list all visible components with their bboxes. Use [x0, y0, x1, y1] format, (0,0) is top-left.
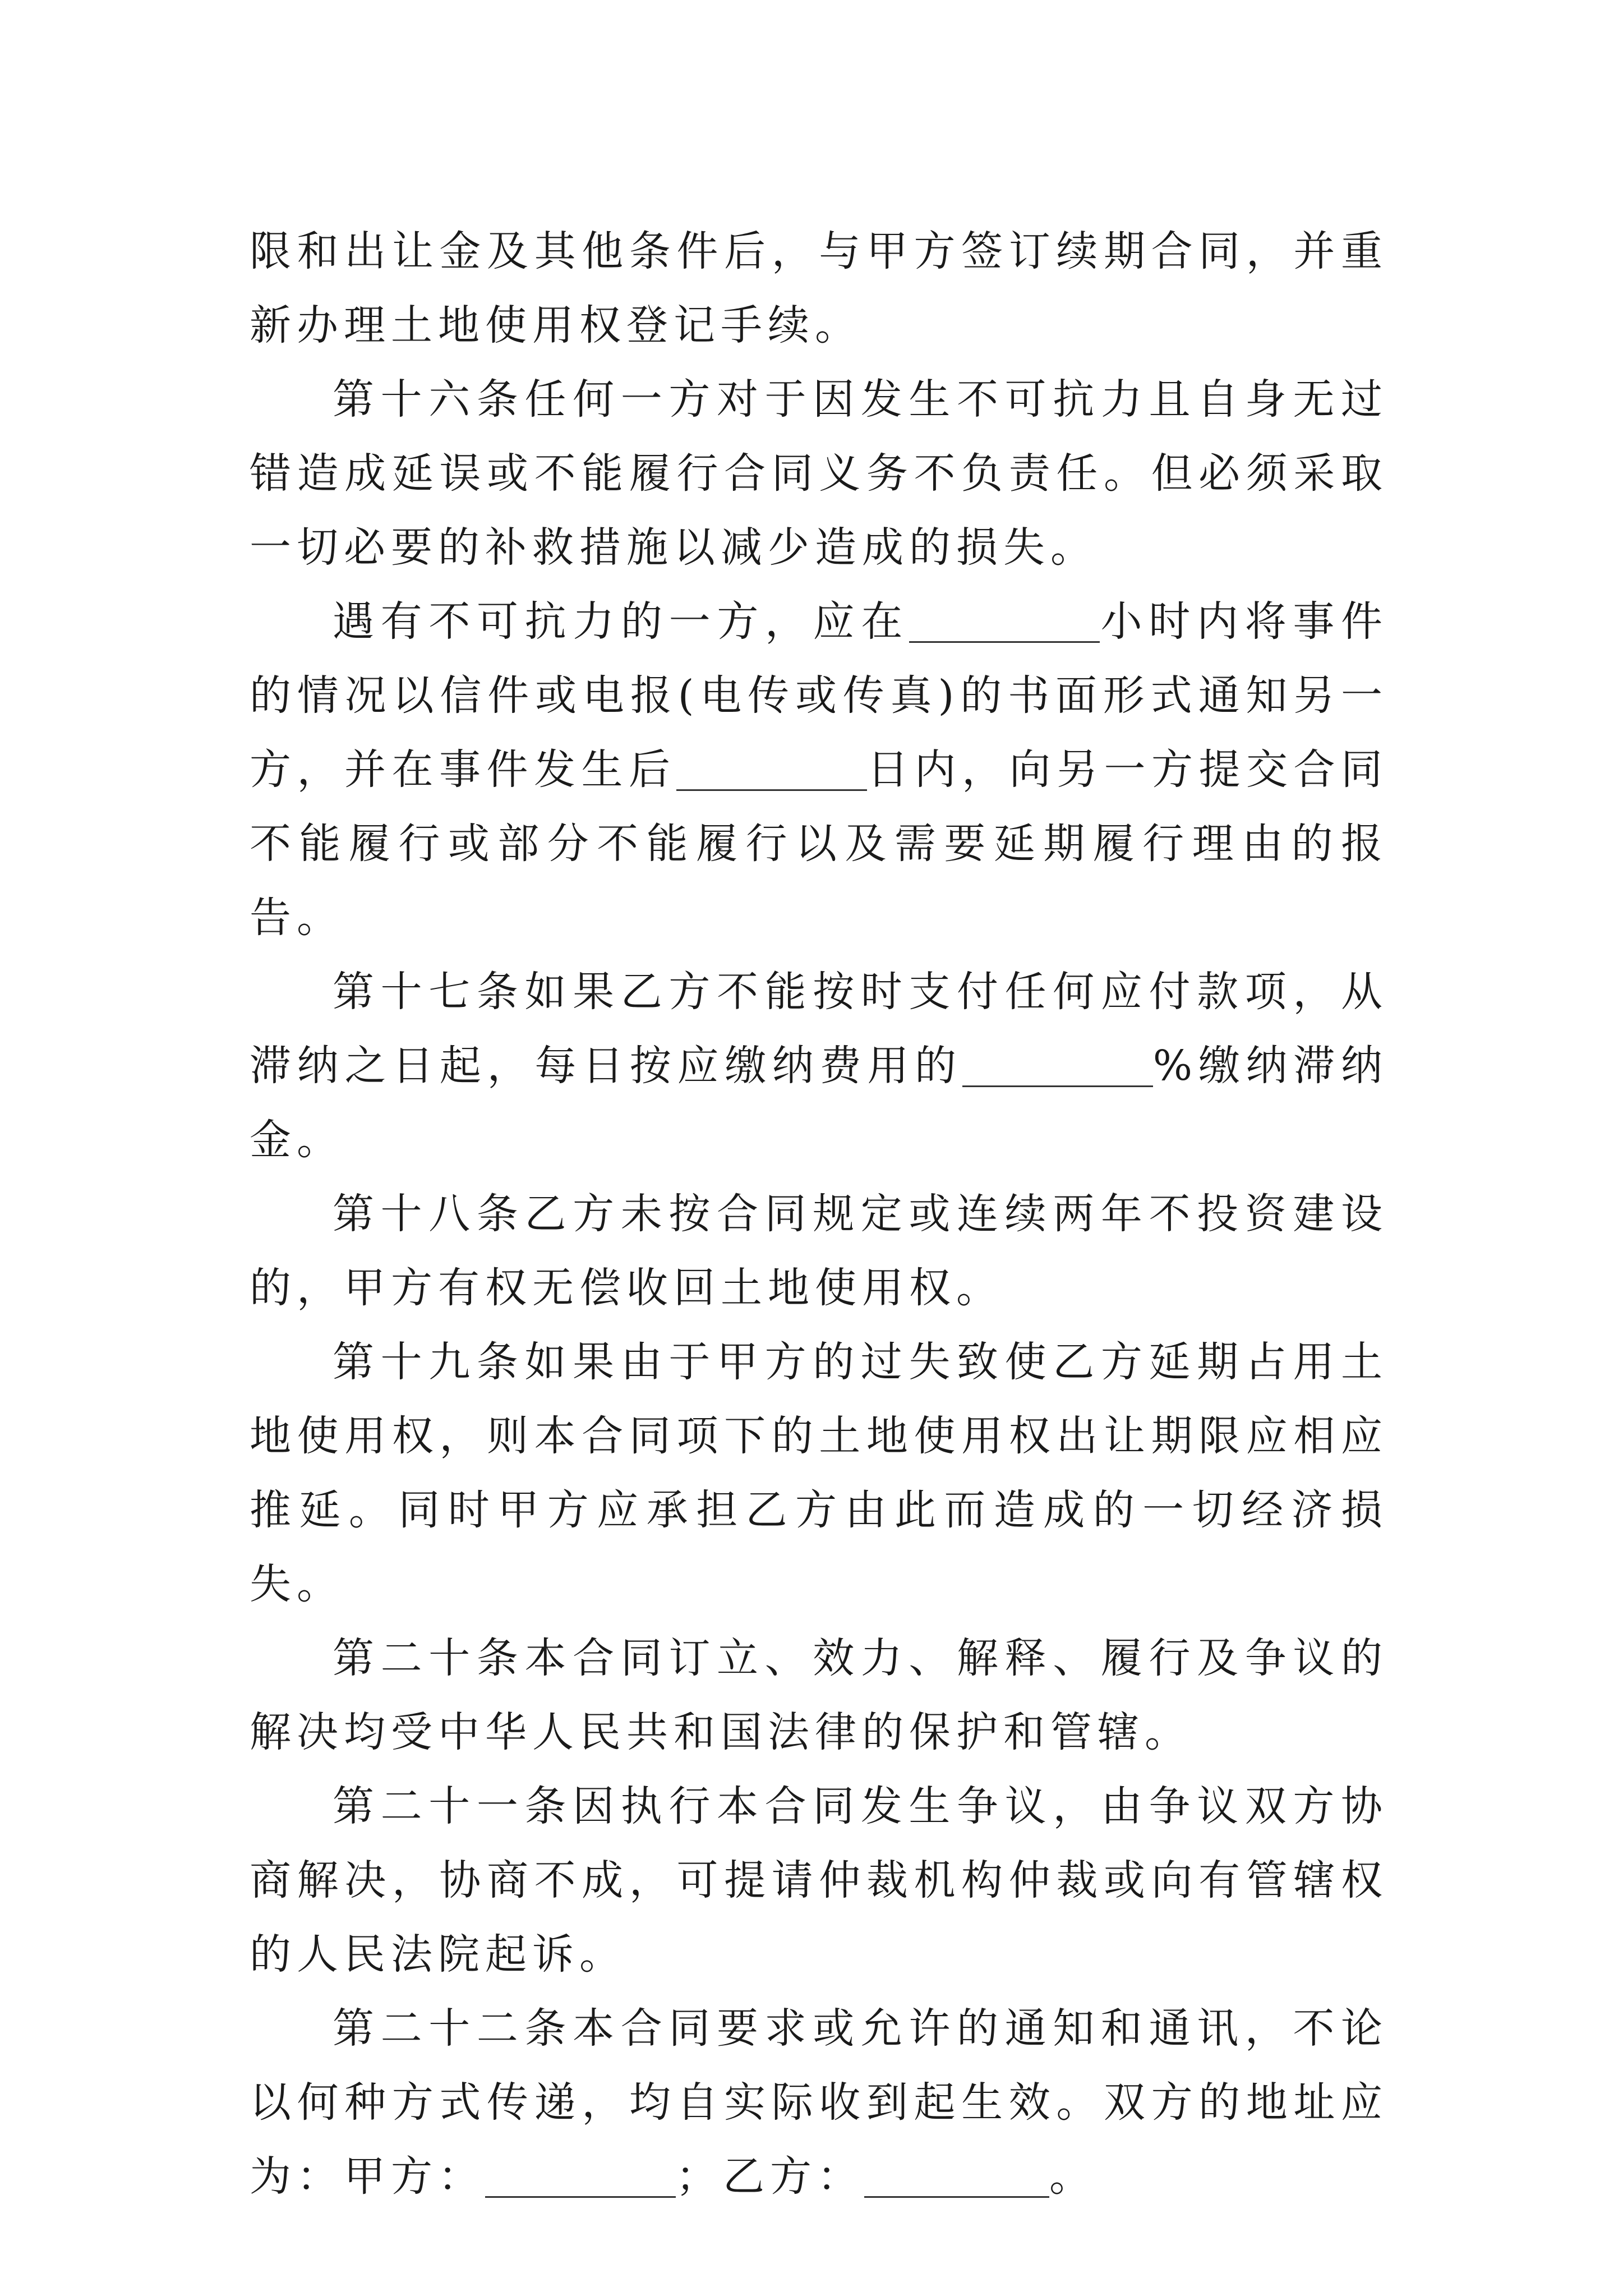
- paragraph-text-b: ；乙方：: [676, 2152, 864, 2201]
- paragraph-text: 限和出让金及其他条件后，与甲方签订续期合同，并重新办理土地使用权登记手续。: [250, 227, 1388, 349]
- paragraph-text: 第二十一条因执行本合同发生争议，由争议双方协商解决，协商不成，可提请仲裁机构仲裁或向有管辖权的人民法院起诉。: [250, 1782, 1388, 1978]
- article-18: [250, 1177, 1388, 1325]
- paragraph-text-b: %缴纳滞纳金。: [250, 1042, 1388, 1164]
- article-21: [250, 1769, 1388, 1991]
- blank-party-a-address-field: [485, 2155, 676, 2198]
- blank-hours-field: [909, 600, 1100, 643]
- article-19: [250, 1325, 1388, 1621]
- paragraph-text: 第十八条乙方未按合同规定或连续两年不投资建设的，甲方有权无偿收回土地使用权。: [250, 1190, 1388, 1312]
- article-20: [250, 1621, 1388, 1769]
- paragraph-text-c: 日内，向另一方提交合同不能履行或部分不能履行以及需要延期履行理由的报告。: [250, 746, 1388, 942]
- document-body: [250, 214, 1388, 2214]
- paragraph-text: 第十六条任何一方对于因发生不可抗力且自身无过错造成延误或不能履行合同义务不负责任。但必须采取一切必要的补救措施以减少造成的损失。: [250, 375, 1388, 572]
- article-16: [250, 362, 1388, 585]
- paragraph-text: 第二十条本合同订立、效力、解释、履行及争议的解决均受中华人民共和国法律的保护和管辖。: [250, 1634, 1388, 1756]
- blank-days-field: [676, 748, 867, 791]
- force-majeure-notice: [250, 585, 1388, 955]
- paragraph-text-a: 第十七条如果乙方不能按时支付任何应付款项，从滞纳之日起，每日按应缴纳费用的: [250, 968, 1388, 1090]
- paragraph-text-a: 遇有不可抗力的一方，应在: [333, 597, 909, 646]
- blank-party-b-address-field: [864, 2155, 1049, 2198]
- paragraph-text-a: 第二十二条本合同要求或允许的通知和通讯，不论以何种方式传递，均自实际收到起生效。双方的地址应为：甲方：: [250, 2004, 1388, 2201]
- blank-percent-field: [962, 1044, 1153, 1087]
- paragraph-text-c: 。: [1049, 2152, 1096, 2201]
- article-17: [250, 955, 1388, 1177]
- paragraph-text-b: 小时内将事件的情况以信件或电报(电传或传真)的书面形式通知另一方，并在事件发生后: [250, 597, 1388, 794]
- paragraph-continuation: [250, 214, 1388, 362]
- article-22: [250, 1991, 1388, 2214]
- paragraph-text: 第十九条如果由于甲方的过失致使乙方延期占用土地使用权，则本合同项下的土地使用权出让期限应相应推延。同时甲方应承担乙方由此而造成的一切经济损失。: [250, 1338, 1388, 1608]
